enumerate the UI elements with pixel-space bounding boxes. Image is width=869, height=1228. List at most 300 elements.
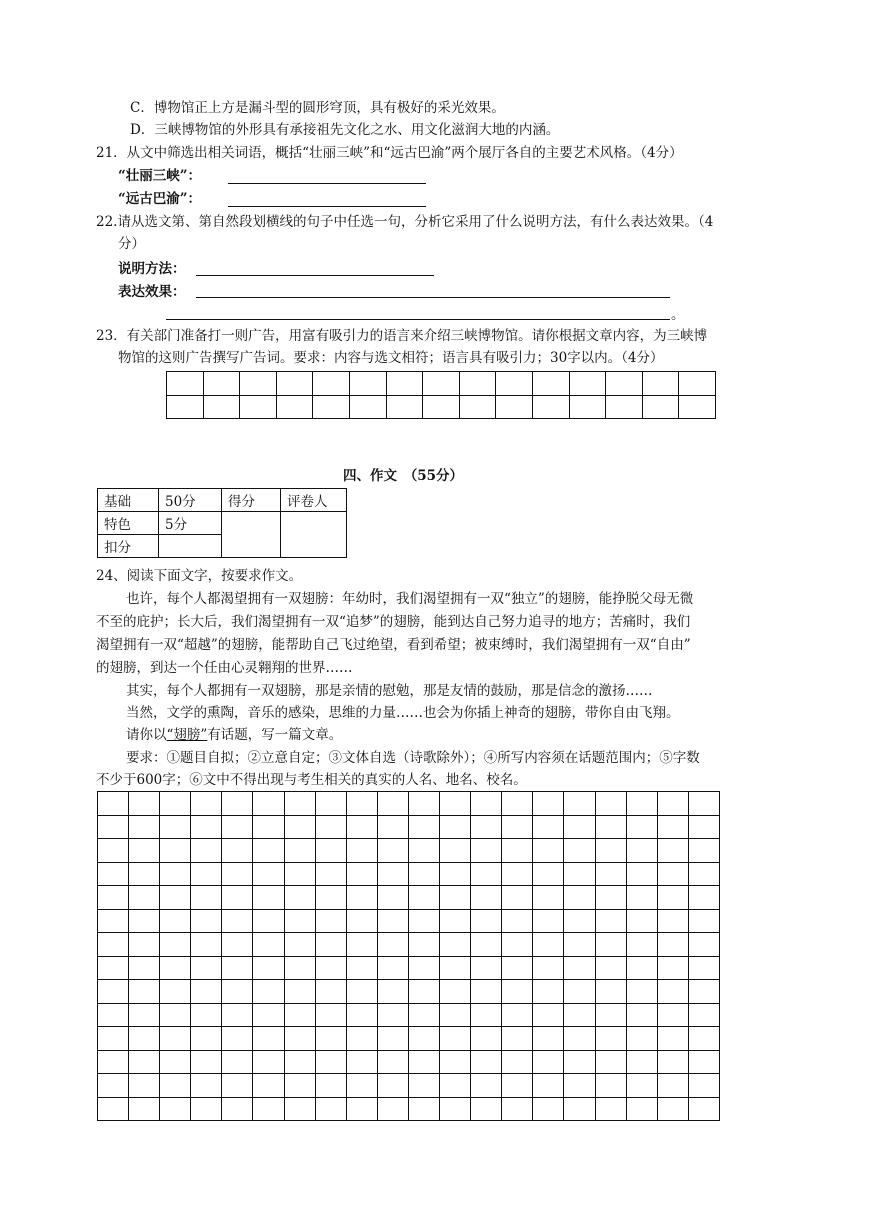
essay-grid-cell[interactable] (471, 1050, 502, 1074)
essay-grid-cell[interactable] (284, 886, 315, 910)
essay-grid-cell[interactable] (626, 956, 657, 980)
essay-grid-cell[interactable] (688, 862, 719, 886)
essay-grid-cell[interactable] (471, 886, 502, 910)
essay-grid-cell[interactable] (657, 1003, 688, 1027)
essay-grid-cell[interactable] (533, 1027, 564, 1051)
essay-grid-cell[interactable] (626, 1097, 657, 1121)
essay-grid-cell[interactable] (253, 980, 284, 1004)
essay-answer-grid[interactable] (97, 791, 720, 1121)
q23-grid-cell[interactable] (276, 372, 313, 396)
essay-grid-cell[interactable] (160, 956, 191, 980)
essay-grid-cell[interactable] (377, 909, 408, 933)
essay-grid-cell[interactable] (222, 1050, 253, 1074)
q23-grid-cell[interactable] (496, 372, 533, 396)
essay-grid-cell[interactable] (626, 980, 657, 1004)
essay-grid-cell[interactable] (408, 862, 439, 886)
essay-grid-cell[interactable] (533, 909, 564, 933)
q23-grid-cell[interactable] (386, 395, 423, 419)
essay-grid-cell[interactable] (160, 1027, 191, 1051)
essay-grid-cell[interactable] (315, 886, 346, 910)
essay-grid-cell[interactable] (502, 792, 533, 816)
q23-grid-cell[interactable] (240, 395, 277, 419)
essay-grid-cell[interactable] (626, 1003, 657, 1027)
essay-grid-cell[interactable] (502, 909, 533, 933)
essay-grid-cell[interactable] (191, 1074, 222, 1098)
essay-grid-cell[interactable] (191, 839, 222, 863)
essay-grid-cell[interactable] (377, 1097, 408, 1121)
essay-grid-cell[interactable] (440, 980, 471, 1004)
essay-grid-cell[interactable] (191, 1050, 222, 1074)
essay-grid-cell[interactable] (564, 1050, 595, 1074)
essay-grid-cell[interactable] (657, 1027, 688, 1051)
essay-grid-cell[interactable] (533, 956, 564, 980)
essay-grid-cell[interactable] (471, 1027, 502, 1051)
q23-grid-cell[interactable] (203, 372, 240, 396)
essay-grid-cell[interactable] (315, 1003, 346, 1027)
essay-grid-cell[interactable] (533, 1097, 564, 1121)
essay-grid-cell[interactable] (346, 1050, 377, 1074)
essay-grid-cell[interactable] (98, 862, 129, 886)
q22-effect-line-1[interactable] (196, 297, 670, 298)
essay-grid-cell[interactable] (502, 980, 533, 1004)
essay-grid-cell[interactable] (657, 933, 688, 957)
essay-grid-cell[interactable] (471, 1003, 502, 1027)
essay-grid-cell[interactable] (284, 1050, 315, 1074)
q23-grid-cell[interactable] (240, 372, 277, 396)
essay-grid-cell[interactable] (564, 815, 595, 839)
essay-grid-cell[interactable] (471, 862, 502, 886)
essay-grid-cell[interactable] (98, 909, 129, 933)
essay-grid-cell[interactable] (408, 1074, 439, 1098)
essay-grid-cell[interactable] (129, 1097, 160, 1121)
essay-grid-cell[interactable] (471, 956, 502, 980)
essay-grid-cell[interactable] (129, 909, 160, 933)
essay-grid-cell[interactable] (284, 933, 315, 957)
essay-grid-cell[interactable] (533, 862, 564, 886)
essay-grid-cell[interactable] (191, 815, 222, 839)
essay-grid-cell[interactable] (657, 815, 688, 839)
essay-grid-cell[interactable] (688, 1097, 719, 1121)
q23-grid-cell[interactable] (569, 395, 606, 419)
essay-grid-cell[interactable] (688, 886, 719, 910)
essay-grid-cell[interactable] (160, 1097, 191, 1121)
essay-grid-cell[interactable] (284, 815, 315, 839)
essay-grid-cell[interactable] (440, 886, 471, 910)
essay-grid-cell[interactable] (98, 1074, 129, 1098)
essay-grid-cell[interactable] (98, 1003, 129, 1027)
essay-grid-cell[interactable] (253, 1003, 284, 1027)
q23-grid-cell[interactable] (532, 372, 569, 396)
essay-grid-cell[interactable] (315, 792, 346, 816)
essay-grid-cell[interactable] (471, 933, 502, 957)
essay-grid-cell[interactable] (657, 1097, 688, 1121)
essay-grid-cell[interactable] (564, 1003, 595, 1027)
essay-grid-cell[interactable] (253, 1027, 284, 1051)
essay-grid-cell[interactable] (98, 933, 129, 957)
essay-grid-cell[interactable] (253, 1097, 284, 1121)
essay-grid-cell[interactable] (315, 1027, 346, 1051)
essay-grid-cell[interactable] (595, 1097, 626, 1121)
essay-grid-cell[interactable] (377, 886, 408, 910)
essay-grid-cell[interactable] (160, 1003, 191, 1027)
essay-grid-cell[interactable] (471, 980, 502, 1004)
essay-grid-cell[interactable] (440, 839, 471, 863)
essay-grid-cell[interactable] (222, 980, 253, 1004)
essay-grid-cell[interactable] (688, 839, 719, 863)
essay-grid-cell[interactable] (440, 1074, 471, 1098)
essay-grid-cell[interactable] (657, 862, 688, 886)
essay-grid-cell[interactable] (346, 1097, 377, 1121)
essay-grid-cell[interactable] (440, 1003, 471, 1027)
essay-grid-cell[interactable] (440, 956, 471, 980)
essay-grid-cell[interactable] (564, 862, 595, 886)
essay-grid-cell[interactable] (191, 886, 222, 910)
q23-grid-cell[interactable] (459, 395, 496, 419)
essay-grid-cell[interactable] (440, 1050, 471, 1074)
essay-grid-cell[interactable] (377, 933, 408, 957)
essay-grid-cell[interactable] (346, 909, 377, 933)
essay-grid-cell[interactable] (346, 792, 377, 816)
essay-grid-cell[interactable] (377, 792, 408, 816)
essay-grid-cell[interactable] (191, 1027, 222, 1051)
essay-grid-cell[interactable] (502, 886, 533, 910)
q23-grid-cell[interactable] (606, 372, 643, 396)
essay-grid-cell[interactable] (564, 980, 595, 1004)
essay-grid-cell[interactable] (98, 1097, 129, 1121)
essay-grid-cell[interactable] (657, 980, 688, 1004)
essay-grid-cell[interactable] (222, 886, 253, 910)
essay-grid-cell[interactable] (377, 956, 408, 980)
essay-grid-cell[interactable] (346, 815, 377, 839)
essay-grid-cell[interactable] (377, 815, 408, 839)
essay-grid-cell[interactable] (408, 933, 439, 957)
essay-grid-cell[interactable] (160, 839, 191, 863)
essay-grid-cell[interactable] (129, 956, 160, 980)
essay-grid-cell[interactable] (688, 909, 719, 933)
essay-grid-cell[interactable] (533, 815, 564, 839)
essay-grid-cell[interactable] (595, 792, 626, 816)
essay-grid-cell[interactable] (191, 792, 222, 816)
essay-grid-cell[interactable] (98, 792, 129, 816)
essay-grid-cell[interactable] (440, 862, 471, 886)
q23-grid-cell[interactable] (642, 395, 679, 419)
essay-grid-cell[interactable] (284, 792, 315, 816)
essay-grid-cell[interactable] (408, 815, 439, 839)
q23-grid-cell[interactable] (167, 372, 204, 396)
essay-grid-cell[interactable] (98, 1050, 129, 1074)
essay-grid-cell[interactable] (222, 1074, 253, 1098)
essay-grid-cell[interactable] (129, 933, 160, 957)
essay-grid-cell[interactable] (253, 886, 284, 910)
essay-grid-cell[interactable] (315, 1050, 346, 1074)
essay-grid-cell[interactable] (626, 909, 657, 933)
essay-grid-cell[interactable] (408, 886, 439, 910)
essay-grid-cell[interactable] (533, 792, 564, 816)
essay-grid-cell[interactable] (129, 1050, 160, 1074)
essay-grid-cell[interactable] (502, 1074, 533, 1098)
essay-grid-cell[interactable] (377, 862, 408, 886)
essay-grid-cell[interactable] (502, 862, 533, 886)
q23-grid-cell[interactable] (313, 372, 350, 396)
essay-grid-cell[interactable] (284, 1027, 315, 1051)
essay-grid-cell[interactable] (564, 909, 595, 933)
essay-grid-cell[interactable] (440, 815, 471, 839)
essay-grid-cell[interactable] (191, 909, 222, 933)
essay-grid-cell[interactable] (595, 980, 626, 1004)
essay-grid-cell[interactable] (160, 1074, 191, 1098)
essay-grid-cell[interactable] (346, 839, 377, 863)
essay-grid-cell[interactable] (222, 839, 253, 863)
q23-grid-cell[interactable] (203, 395, 240, 419)
essay-grid-cell[interactable] (688, 1074, 719, 1098)
essay-grid-cell[interactable] (408, 980, 439, 1004)
essay-grid-cell[interactable] (191, 980, 222, 1004)
essay-grid-cell[interactable] (595, 1003, 626, 1027)
essay-grid-cell[interactable] (657, 792, 688, 816)
essay-grid-cell[interactable] (377, 1003, 408, 1027)
essay-grid-cell[interactable] (440, 909, 471, 933)
q22-method-line[interactable] (196, 275, 434, 276)
essay-grid-cell[interactable] (346, 886, 377, 910)
essay-grid-cell[interactable] (191, 956, 222, 980)
essay-grid-cell[interactable] (688, 1003, 719, 1027)
essay-grid-cell[interactable] (408, 792, 439, 816)
essay-grid-cell[interactable] (440, 1027, 471, 1051)
essay-grid-cell[interactable] (222, 1003, 253, 1027)
essay-grid-cell[interactable] (222, 909, 253, 933)
essay-grid-cell[interactable] (688, 1027, 719, 1051)
essay-grid-cell[interactable] (160, 862, 191, 886)
q23-grid-cell[interactable] (496, 395, 533, 419)
essay-grid-cell[interactable] (688, 815, 719, 839)
q23-grid-cell[interactable] (679, 372, 716, 396)
essay-grid-cell[interactable] (129, 886, 160, 910)
q23-grid-cell[interactable] (569, 372, 606, 396)
q22-effect-line-2[interactable] (166, 319, 670, 320)
q23-grid-cell[interactable] (642, 372, 679, 396)
essay-grid-cell[interactable] (284, 956, 315, 980)
essay-grid-cell[interactable] (626, 886, 657, 910)
essay-grid-cell[interactable] (346, 1074, 377, 1098)
essay-grid-cell[interactable] (533, 839, 564, 863)
q23-grid-cell[interactable] (423, 395, 460, 419)
q23-grid-cell[interactable] (459, 372, 496, 396)
essay-grid-cell[interactable] (315, 1097, 346, 1121)
essay-grid-cell[interactable] (564, 956, 595, 980)
essay-grid-cell[interactable] (502, 839, 533, 863)
essay-grid-cell[interactable] (377, 1074, 408, 1098)
essay-grid-cell[interactable] (222, 1027, 253, 1051)
essay-grid-cell[interactable] (502, 815, 533, 839)
essay-grid-cell[interactable] (533, 886, 564, 910)
essay-grid-cell[interactable] (533, 1074, 564, 1098)
essay-grid-cell[interactable] (98, 886, 129, 910)
essay-grid-cell[interactable] (533, 980, 564, 1004)
essay-grid-cell[interactable] (284, 1097, 315, 1121)
essay-grid-cell[interactable] (502, 1050, 533, 1074)
essay-grid-cell[interactable] (564, 1027, 595, 1051)
essay-grid-cell[interactable] (657, 1050, 688, 1074)
q23-grid-cell[interactable] (679, 395, 716, 419)
essay-grid-cell[interactable] (129, 839, 160, 863)
essay-grid-cell[interactable] (564, 792, 595, 816)
essay-grid-cell[interactable] (595, 839, 626, 863)
essay-grid-cell[interactable] (315, 956, 346, 980)
essay-grid-cell[interactable] (440, 1097, 471, 1121)
essay-grid-cell[interactable] (129, 792, 160, 816)
essay-grid-cell[interactable] (626, 1074, 657, 1098)
essay-grid-cell[interactable] (284, 1074, 315, 1098)
essay-grid-cell[interactable] (471, 1097, 502, 1121)
essay-grid-cell[interactable] (346, 980, 377, 1004)
essay-grid-cell[interactable] (657, 839, 688, 863)
essay-grid-cell[interactable] (626, 933, 657, 957)
essay-grid-cell[interactable] (222, 815, 253, 839)
essay-grid-cell[interactable] (595, 1074, 626, 1098)
essay-grid-cell[interactable] (253, 933, 284, 957)
essay-grid-cell[interactable] (408, 1097, 439, 1121)
essay-grid-cell[interactable] (502, 1027, 533, 1051)
essay-grid-cell[interactable] (315, 815, 346, 839)
essay-grid-cell[interactable] (191, 933, 222, 957)
essay-grid-cell[interactable] (253, 815, 284, 839)
essay-grid-cell[interactable] (626, 839, 657, 863)
essay-grid-cell[interactable] (657, 909, 688, 933)
essay-grid-cell[interactable] (253, 792, 284, 816)
essay-grid-cell[interactable] (346, 933, 377, 957)
essay-grid-cell[interactable] (315, 980, 346, 1004)
q23-grid-cell[interactable] (167, 395, 204, 419)
essay-grid-cell[interactable] (377, 1027, 408, 1051)
essay-grid-cell[interactable] (191, 1097, 222, 1121)
essay-grid-cell[interactable] (408, 1050, 439, 1074)
essay-grid-cell[interactable] (564, 886, 595, 910)
essay-grid-cell[interactable] (160, 933, 191, 957)
essay-grid-cell[interactable] (253, 909, 284, 933)
essay-grid-cell[interactable] (688, 933, 719, 957)
essay-grid-cell[interactable] (688, 792, 719, 816)
essay-grid-cell[interactable] (253, 839, 284, 863)
essay-grid-cell[interactable] (222, 956, 253, 980)
essay-grid-cell[interactable] (222, 862, 253, 886)
essay-grid-cell[interactable] (222, 1097, 253, 1121)
essay-grid-cell[interactable] (595, 909, 626, 933)
essay-grid-cell[interactable] (626, 862, 657, 886)
essay-grid-cell[interactable] (346, 862, 377, 886)
essay-grid-cell[interactable] (129, 1074, 160, 1098)
essay-grid-cell[interactable] (471, 815, 502, 839)
essay-grid-cell[interactable] (377, 839, 408, 863)
essay-grid-cell[interactable] (471, 792, 502, 816)
essay-grid-cell[interactable] (408, 1003, 439, 1027)
q21-answer-line-2[interactable] (228, 206, 426, 207)
essay-grid-cell[interactable] (657, 956, 688, 980)
essay-grid-cell[interactable] (564, 1097, 595, 1121)
q23-grid-cell[interactable] (606, 395, 643, 419)
q23-answer-grid[interactable] (166, 371, 716, 419)
essay-grid-cell[interactable] (595, 1050, 626, 1074)
essay-grid-cell[interactable] (315, 862, 346, 886)
essay-grid-cell[interactable] (564, 1074, 595, 1098)
essay-grid-cell[interactable] (315, 1074, 346, 1098)
essay-grid-cell[interactable] (253, 1050, 284, 1074)
essay-grid-cell[interactable] (129, 1003, 160, 1027)
essay-grid-cell[interactable] (191, 862, 222, 886)
essay-grid-cell[interactable] (315, 909, 346, 933)
essay-grid-cell[interactable] (253, 956, 284, 980)
score-cell-deduct-points[interactable] (159, 535, 222, 558)
essay-grid-cell[interactable] (502, 933, 533, 957)
essay-grid-cell[interactable] (222, 933, 253, 957)
essay-grid-cell[interactable] (471, 1074, 502, 1098)
essay-grid-cell[interactable] (595, 933, 626, 957)
q21-answer-line-1[interactable] (228, 183, 426, 184)
essay-grid-cell[interactable] (284, 862, 315, 886)
q23-grid-cell[interactable] (349, 395, 386, 419)
essay-grid-cell[interactable] (377, 1050, 408, 1074)
essay-grid-cell[interactable] (160, 1050, 191, 1074)
essay-grid-cell[interactable] (688, 980, 719, 1004)
essay-grid-cell[interactable] (595, 956, 626, 980)
essay-grid-cell[interactable] (160, 909, 191, 933)
essay-grid-cell[interactable] (626, 1027, 657, 1051)
essay-grid-cell[interactable] (315, 839, 346, 863)
essay-grid-cell[interactable] (253, 862, 284, 886)
essay-grid-cell[interactable] (129, 980, 160, 1004)
essay-grid-cell[interactable] (284, 980, 315, 1004)
essay-grid-cell[interactable] (688, 1050, 719, 1074)
essay-grid-cell[interactable] (502, 1097, 533, 1121)
essay-grid-cell[interactable] (222, 792, 253, 816)
q23-grid-cell[interactable] (532, 395, 569, 419)
essay-grid-cell[interactable] (253, 1074, 284, 1098)
essay-grid-cell[interactable] (564, 933, 595, 957)
essay-grid-cell[interactable] (408, 839, 439, 863)
essay-grid-cell[interactable] (98, 956, 129, 980)
essay-grid-cell[interactable] (98, 980, 129, 1004)
essay-grid-cell[interactable] (284, 1003, 315, 1027)
essay-grid-cell[interactable] (160, 980, 191, 1004)
essay-grid-cell[interactable] (657, 886, 688, 910)
q23-grid-cell[interactable] (276, 395, 313, 419)
essay-grid-cell[interactable] (346, 1003, 377, 1027)
essay-grid-cell[interactable] (533, 1003, 564, 1027)
essay-grid-cell[interactable] (129, 1027, 160, 1051)
essay-grid-cell[interactable] (595, 815, 626, 839)
essay-grid-cell[interactable] (346, 1027, 377, 1051)
score-cell-grader-input[interactable] (281, 512, 347, 558)
essay-grid-cell[interactable] (129, 862, 160, 886)
essay-grid-cell[interactable] (98, 1027, 129, 1051)
essay-grid-cell[interactable] (533, 933, 564, 957)
essay-grid-cell[interactable] (408, 956, 439, 980)
essay-grid-cell[interactable] (533, 1050, 564, 1074)
essay-grid-cell[interactable] (440, 933, 471, 957)
essay-grid-cell[interactable] (284, 909, 315, 933)
essay-grid-cell[interactable] (502, 1003, 533, 1027)
essay-grid-cell[interactable] (688, 956, 719, 980)
essay-grid-cell[interactable] (595, 1027, 626, 1051)
q23-grid-cell[interactable] (386, 372, 423, 396)
essay-grid-cell[interactable] (98, 839, 129, 863)
score-cell-score-input[interactable] (222, 512, 281, 558)
essay-grid-cell[interactable] (408, 1027, 439, 1051)
essay-grid-cell[interactable] (657, 1074, 688, 1098)
essay-grid-cell[interactable] (595, 886, 626, 910)
essay-grid-cell[interactable] (471, 839, 502, 863)
essay-grid-cell[interactable] (595, 862, 626, 886)
essay-grid-cell[interactable] (191, 1003, 222, 1027)
